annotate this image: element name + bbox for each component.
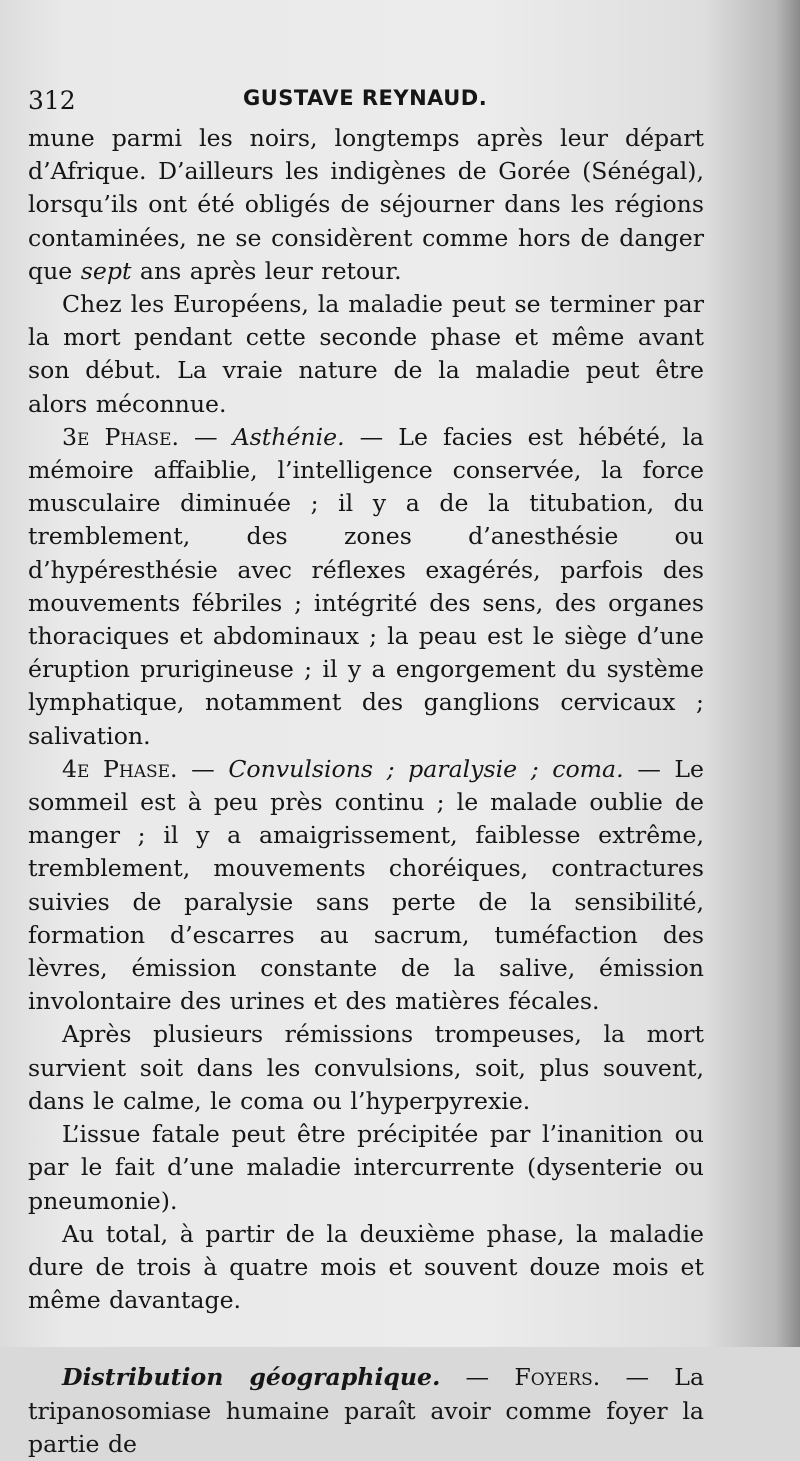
dash: — bbox=[177, 754, 229, 783]
paragraph-text: — Le facies est hébété, la mémoire affaiblie, l’intelligence conservée, la force musculaire diminuée ; il y a de la titubation, du tremblement, des zones d’anesthésie ou d’hypéresthésie avec réflexes exagérés, parfois des mouvements fébriles ; intégrité des sens, des organes thoraciques et abdominaux ; la peau est le siège d’une éruption prurigineuse ; il y a engorgement du système lymphatique, notamment des ganglions cervicaux ; salivation. bbox=[28, 422, 705, 750]
page-number: 312 bbox=[28, 86, 76, 115]
page-header bbox=[28, 86, 710, 126]
paragraph-phase-3 bbox=[28, 421, 704, 753]
paragraph-fatal-issue: L’issue fatale peut être précipitée par l’inanition ou par le fait d’une maladie intercurrente (dysenterie ou pneumonie). bbox=[28, 1120, 704, 1215]
paragraph-remissions: Après plusieurs rémissions trompeuses, la mort survient soit dans les convulsions, soit, plus souvent, dans le calme, le coma ou l’hyperpyrexie. bbox=[28, 1020, 704, 1115]
section-gap bbox=[28, 1317, 704, 1361]
dash: — bbox=[440, 1363, 515, 1392]
phase-label: 3e Phase. bbox=[62, 422, 179, 451]
paragraph-text: mune parmi les noirs, longtemps après leur départ d’Afrique. D’ailleurs les indigènes de Gorée (Sénégal), lorsqu’ils ont été obligés de séjourner dans les régions contaminées, ne se considèrent comme hors de danger que bbox=[28, 124, 704, 285]
subsection-label: Foyers. bbox=[514, 1363, 601, 1392]
page-body bbox=[28, 122, 704, 1461]
paragraph-continuation bbox=[28, 122, 704, 288]
running-head: GUSTAVE REYNAUD. bbox=[243, 86, 488, 110]
phase-title: Asthénie. bbox=[232, 422, 345, 451]
dash: — bbox=[178, 422, 233, 451]
paragraph-text: ans après leur retour. bbox=[131, 256, 402, 285]
paragraph-geographic-distribution bbox=[28, 1361, 704, 1461]
paragraph-text: — La tripanosomiase humaine paraît avoir comme foyer la partie de bbox=[28, 1363, 705, 1458]
phase-label: 4e Phase. bbox=[62, 754, 178, 783]
paragraph-phase-4 bbox=[28, 753, 704, 1019]
paragraph-europeans: Chez les Européens, la maladie peut se terminer par la mort pendant cette seconde phase et même avant son début. La vraie nature de la maladie peut être alors méconnue. bbox=[28, 290, 704, 418]
paragraph-text: — Le sommeil est à peu près continu ; le malade oublie de manger ; il y a amaigrissement, faiblesse extrême, tremblement, mouvements choréiques, contractures suivies de paralysie sans perte de la sensibilité, formation d’escarres au sacrum, tuméfaction des lèvres, émission constante de la salive, émission involontaire des urines et des matières fécales. bbox=[28, 754, 705, 1016]
italic-word: sept bbox=[80, 256, 132, 285]
paragraph-total-duration: Au total, à partir de la deuxième phase, la maladie dure de trois à quatre mois et souvent douze mois et même davantage. bbox=[28, 1219, 704, 1315]
section-heading: Distribution géographique. bbox=[62, 1363, 441, 1392]
phase-title: Convulsions ; paralysie ; coma. bbox=[228, 754, 624, 783]
